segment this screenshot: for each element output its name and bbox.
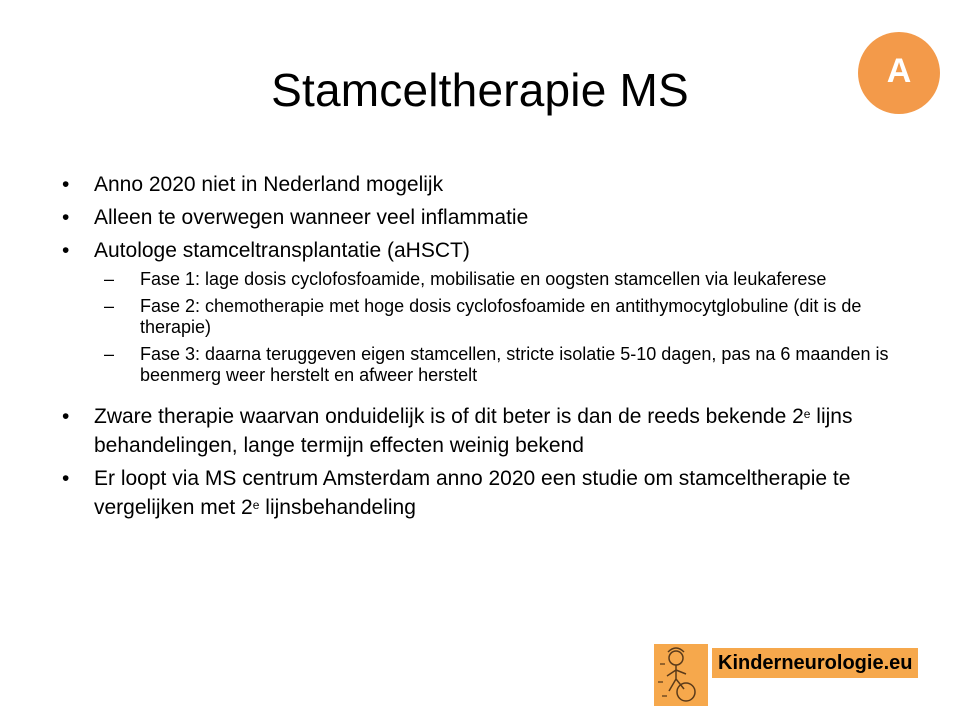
sub-bullet-item (60, 269, 910, 290)
bullet-dot: • (62, 467, 70, 490)
bullet-text: Anno 2020 niet in Nederland mogelijk (94, 173, 444, 196)
sub-bullet-text: Fase 1: lage dosis cyclofosfoamide, mobilisatie en oogsten stamcellen via leukaferese (140, 269, 827, 289)
bullet-text-part: Er loopt via MS centrum Amsterdam anno 2020 een studie om stamceltherapie te vergelijken met 2 (94, 467, 851, 519)
bullet-text: Alleen te overwegen wanneer veel inflammatie (94, 206, 529, 229)
bullet-text: Autologe stamceltransplantatie (aHSCT) (94, 239, 470, 262)
bullet-text (94, 405, 852, 457)
sub-bullet-item (60, 296, 910, 338)
section-badge: A (858, 32, 940, 114)
bullet-item (60, 236, 910, 265)
bullet-dot: • (62, 206, 70, 229)
slide-title: Stamceltherapie MS (271, 64, 689, 116)
bullet-dot: • (62, 405, 70, 428)
bullet-item (60, 464, 910, 522)
sub-bullet-dash: – (104, 344, 115, 364)
superscript: e (803, 407, 811, 421)
kinderneurologie-logo (654, 644, 924, 706)
superscript: e (252, 498, 260, 512)
bullet-dot: • (62, 173, 70, 196)
bullet-dot: • (62, 239, 70, 262)
sub-bullet-dash: – (104, 269, 115, 289)
sub-bullet-dash: – (104, 296, 115, 316)
logo-text: Kinderneurologie.eu (712, 648, 918, 678)
bullet-list (60, 170, 910, 526)
bullet-item (60, 170, 910, 199)
bullet-item (60, 203, 910, 232)
bullet-text-part: Zware therapie waarvan onduidelijk is of dit beter is dan de reeds bekende 2 (94, 405, 804, 428)
sub-bullet-item (60, 344, 910, 386)
bullet-text-part: lijns behandelingen, lange termijn effecten weinig bekend (94, 405, 853, 457)
bullet-item (60, 402, 910, 460)
bullet-text (94, 467, 850, 519)
sub-bullet-text: Fase 3: daarna teruggeven eigen stamcellen, stricte isolatie 5-10 dagen, pas na 6 maanden is beenmerg weer herstelt en afweer herstelt (140, 344, 889, 385)
sub-bullet-text: Fase 2: chemotherapie met hoge dosis cyclofosfoamide en antithymocytglobuline (dit is de therapie) (140, 296, 862, 337)
child-drawing-icon (654, 644, 708, 706)
bullet-text-part: lijnsbehandeling (259, 496, 416, 519)
spacer (60, 392, 910, 402)
